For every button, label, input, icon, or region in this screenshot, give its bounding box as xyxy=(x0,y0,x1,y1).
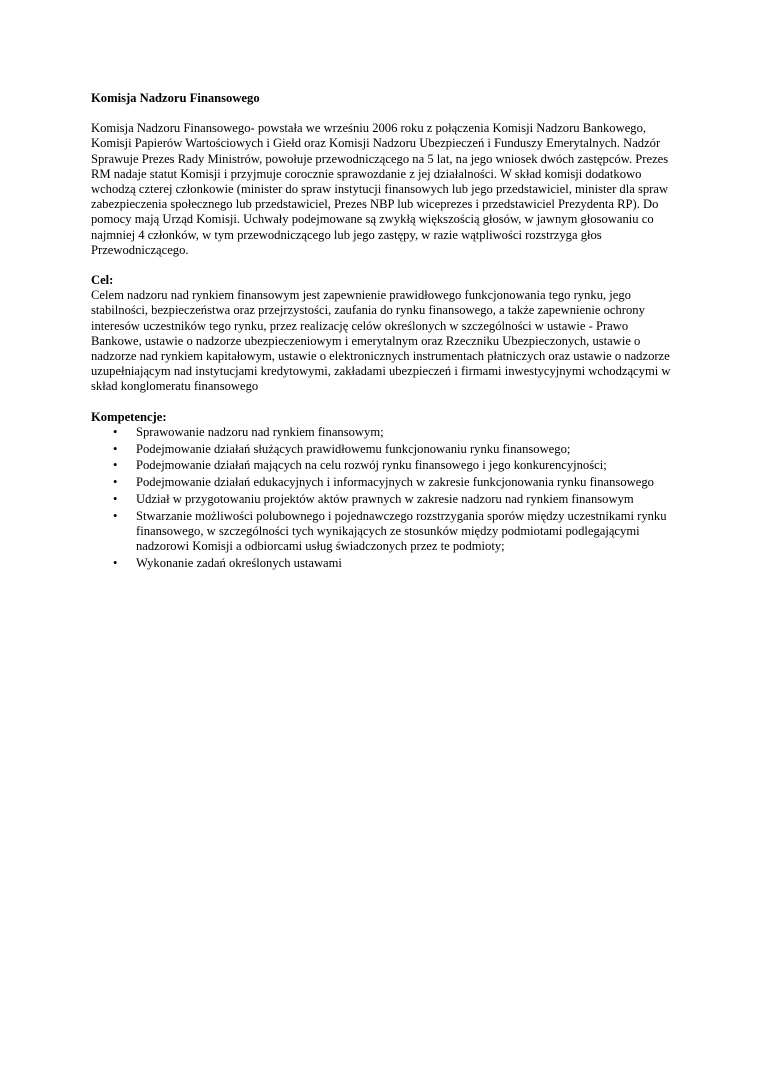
cel-paragraph: Celem nadzoru nad rynkiem finansowym jest zapewnienie prawidłowego funkcjonowania tego rynku, jego stabilności, bezpieczeństwa oraz przejrzystości, zaufania do rynku finansowego, a także zapewnienie ochrony interesów uczestników tego rynku, przez realizację celów określonych w szczególności w ustawie - Prawo Bankowe, ustawie o nadzorze ubezpieczeniowym i emerytalnym oraz Rzeczniku Ubezpieczonych, ustawie o nadzorze nad rynkiem kapitałowym, ustawie o elektronicznych instrumentach płatniczych oraz ustawie o nadzorze uzupełniającym nad instytucjami kredytowymi, zakładami ubezpieczeń i firmami inwestycyjnymi wchodzącymi w skład konglomeratu finansowego xyxy=(91,288,671,394)
bullet-icon: • xyxy=(113,508,118,523)
document-page xyxy=(91,91,676,573)
bullet-icon: • xyxy=(113,441,118,456)
bullet-icon: • xyxy=(113,424,118,439)
kompetencje-list xyxy=(91,425,676,571)
list-item-text: Podejmowanie działań służących prawidłowemu funkcjonowaniu rynku finansowego; xyxy=(136,441,571,456)
list-item-text: Podejmowanie działań edukacyjnych i informacyjnych w zakresie funkcjonowania rynku finansowego xyxy=(136,475,654,490)
list-item-text: Udział w przygotowaniu projektów aktów prawnych w zakresie nadzoru nad rynkiem finansowym xyxy=(136,492,634,507)
bullet-icon: • xyxy=(113,458,118,473)
list-item xyxy=(91,492,676,507)
bullet-icon: • xyxy=(113,556,118,571)
list-item-text: Stwarzanie możliwości polubownego i pojednawczego rozstrzygania sporów między uczestnikami rynku finansowego, w szczególności tych wynikających ze stosunków między podmiotami podlegającymi nadzorowi Komisji a odbiorcami usług świadczonych przez te podmioty; xyxy=(136,508,667,554)
list-item xyxy=(91,556,676,571)
cel-heading: Cel: xyxy=(91,273,114,288)
list-item xyxy=(91,425,676,440)
list-item-text: Sprawowanie nadzoru nad rynkiem finansowym; xyxy=(136,424,384,439)
list-item-text: Podejmowanie działań mających na celu rozwój rynku finansowego i jego konkurencyjności; xyxy=(136,458,607,473)
list-item xyxy=(91,475,676,490)
document-title: Komisja Nadzoru Finansowego xyxy=(91,91,260,105)
list-item xyxy=(91,458,676,473)
list-item xyxy=(91,442,676,457)
bullet-icon: • xyxy=(113,475,118,490)
list-item-text: Wykonanie zadań określonych ustawami xyxy=(136,556,342,571)
intro-paragraph: Komisja Nadzoru Finansowego- powstała we wrześniu 2006 roku z połączenia Komisji Nadzoru Bankowego, Komisji Papierów Wartościowych i Giełd oraz Komisji Nadzoru Ubezpieczeń i Funduszy Emerytalnych. Nadzór Sprawuje Prezes Rady Ministrów, powołuje przewodniczącego na 5 lat, na jego wniosek dwóch zastępców. Prezes RM nadaje statut Komisji i przyjmuje corocznie sprawozdanie z jej działalności. W skład komisji dodatkowo wchodzą czterej członkowie (minister do spraw instytucji finansowych lub jego przedstawiciel, minister dla spraw zabezpieczenia społecznego lub przedstawiciel, Prezes NBP lub wiceprezes i przedstawiciel Prezydenta RP). Do pomocy mają Urząd Komisji. Uchwały podejmowane są zwykłą większością głosów, w jawnym głosowaniu co najmniej 4 członków, w tym przewodniczącego lub jego zastępy, w razie wątpliwości rozstrzyga głos Przewodniczącego. xyxy=(91,121,669,257)
list-item xyxy=(91,509,676,555)
kompetencje-heading: Kompetencje: xyxy=(91,409,167,424)
bullet-icon: • xyxy=(113,492,118,507)
